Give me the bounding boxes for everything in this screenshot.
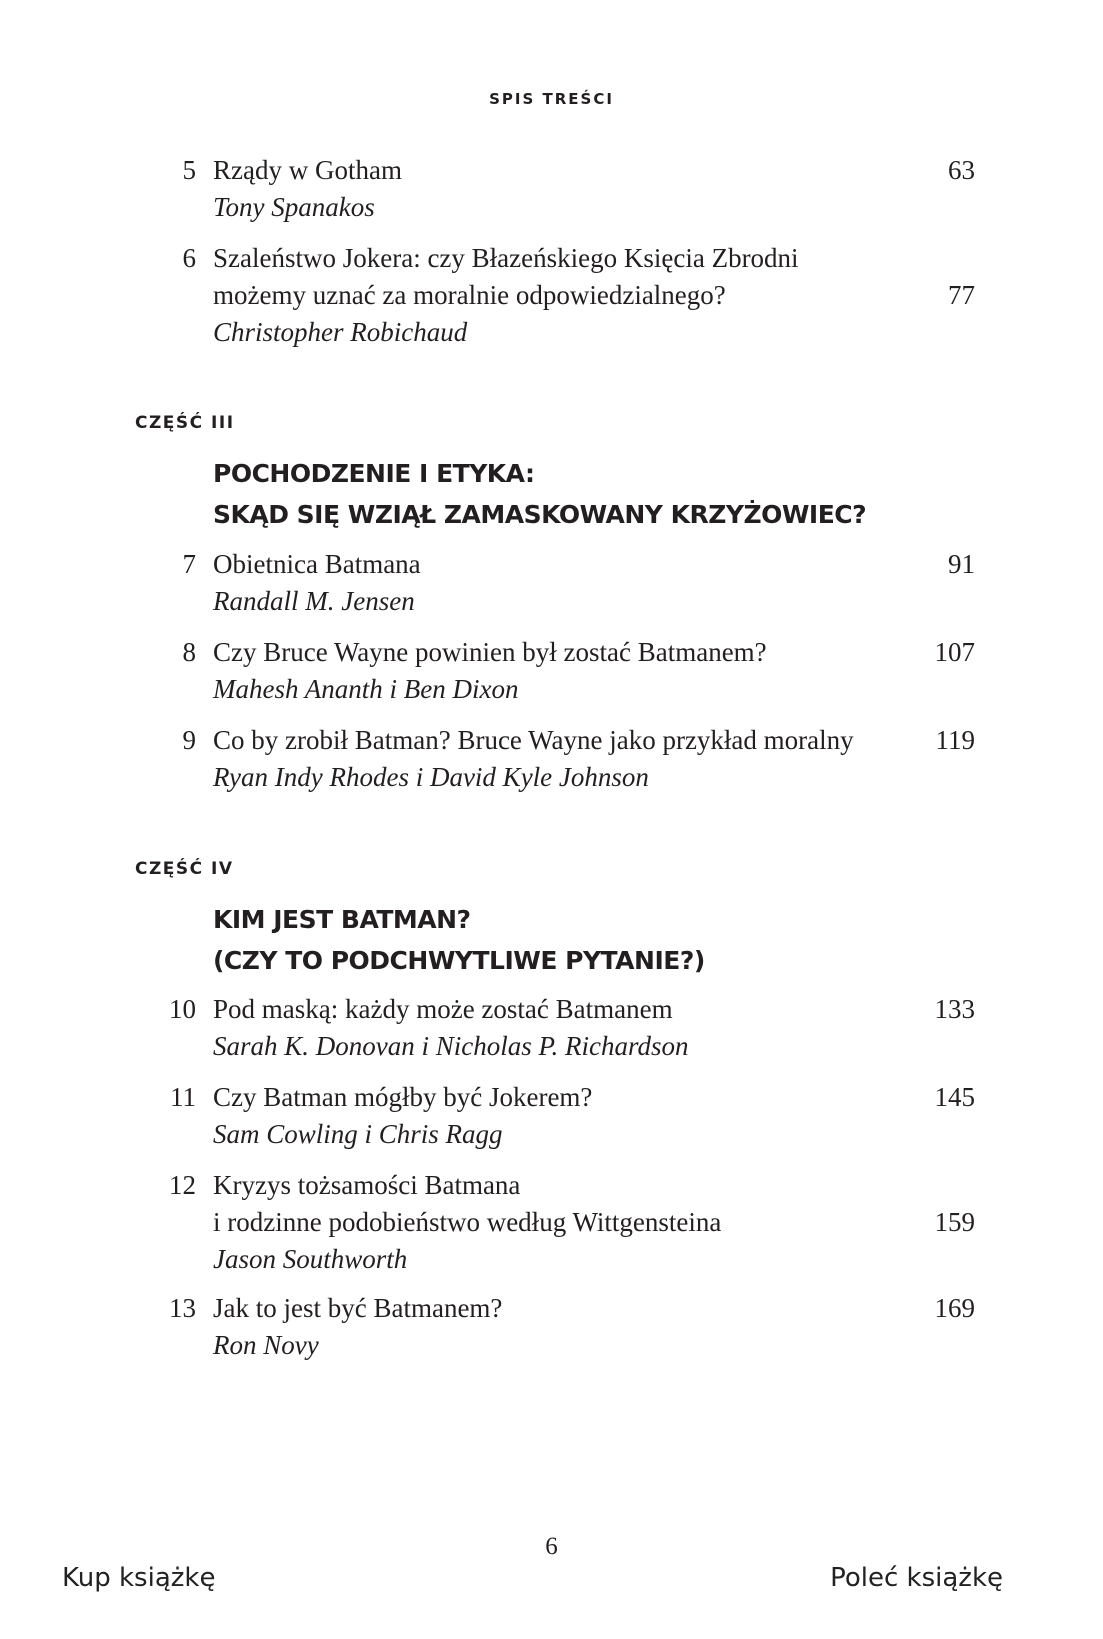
recommend-book-link[interactable]: Poleć książkę xyxy=(830,1563,1003,1593)
chapter-title: Czy Batman mógłby być Jokerem? xyxy=(213,1082,593,1112)
page-number: 145 xyxy=(934,1082,975,1112)
toc-entry xyxy=(150,634,975,708)
chapter-number: 8 xyxy=(182,637,196,667)
chapter-author: Sam Cowling i Chris Ragg xyxy=(213,1119,503,1149)
chapter-author: Mahesh Ananth i Ben Dixon xyxy=(213,674,519,704)
chapter-author: Sarah K. Donovan i Nicholas P. Richardson xyxy=(213,1031,689,1061)
chapter-title: Szaleństwo Jokera: czy Błazeńskiego Księcia Zbrodni xyxy=(213,243,799,273)
page-number: 77 xyxy=(948,280,975,310)
chapter-author: Randall M. Jensen xyxy=(213,586,415,616)
chapter-title: Co by zrobił Batman? Bruce Wayne jako przykład moralny xyxy=(213,725,854,755)
toc-entry xyxy=(150,240,975,351)
page-number: 119 xyxy=(935,725,975,755)
buy-book-link[interactable]: Kup książkę xyxy=(62,1563,216,1593)
chapter-author: Ryan Indy Rhodes i David Kyle Johnson xyxy=(213,762,649,792)
toc-entry xyxy=(150,1079,975,1153)
chapter-title: Kryzys tożsamości Batmana xyxy=(213,1170,521,1200)
chapter-number: 7 xyxy=(182,549,196,579)
part-title-line: (CZY TO PODCHWYTLIWE PYTANIE?) xyxy=(213,946,705,975)
chapter-number: 10 xyxy=(169,994,196,1024)
chapter-number: 6 xyxy=(182,243,196,273)
page-number: 133 xyxy=(934,994,975,1024)
chapter-author: Ron Novy xyxy=(213,1330,319,1360)
chapter-title-continued: i rodzinne podobieństwo według Wittgensteina xyxy=(213,1207,722,1237)
chapter-number: 13 xyxy=(169,1293,196,1323)
chapter-number: 9 xyxy=(182,725,196,755)
chapter-title: Pod maską: każdy może zostać Batmanem xyxy=(213,994,673,1024)
page-number: 91 xyxy=(948,549,975,579)
toc-entry xyxy=(150,1167,975,1278)
toc-entry xyxy=(150,152,975,226)
chapter-title: Rządy w Gotham xyxy=(213,155,402,185)
part-title-line: KIM JEST BATMAN? xyxy=(213,905,471,934)
page-folio: 6 xyxy=(545,1533,558,1560)
chapter-title: Czy Bruce Wayne powinien był zostać Batmanem? xyxy=(213,637,767,667)
chapter-number: 12 xyxy=(169,1170,196,1200)
part-label: CZĘŚĆ III xyxy=(135,413,235,433)
toc-entry xyxy=(150,546,975,620)
chapter-author: Tony Spanakos xyxy=(213,192,375,222)
toc-entry xyxy=(150,991,975,1065)
page-number: 107 xyxy=(934,637,975,667)
chapter-title-continued: możemy uznać za moralnie odpowiedzialnego? xyxy=(213,280,726,310)
chapter-title: Jak to jest być Batmanem? xyxy=(213,1293,503,1323)
chapter-title: Obietnica Batmana xyxy=(213,549,421,579)
part-title-line: POCHODZENIE I ETYKA: xyxy=(213,459,535,488)
page-number: 63 xyxy=(948,155,975,185)
toc-entry xyxy=(150,1290,975,1364)
chapter-number: 5 xyxy=(182,155,196,185)
chapter-author: Christopher Robichaud xyxy=(213,317,468,347)
part-label: CZĘŚĆ IV xyxy=(135,859,234,879)
part-title-line: SKĄD SIĘ WZIĄŁ ZAMASKOWANY KRZYŻOWIEC? xyxy=(213,500,867,529)
running-head: SPIS TREŚCI xyxy=(489,90,614,108)
chapter-number: 11 xyxy=(170,1082,196,1112)
toc-entry xyxy=(150,722,975,796)
page-number: 159 xyxy=(934,1207,975,1237)
page-number: 169 xyxy=(934,1293,975,1323)
chapter-author: Jason Southworth xyxy=(213,1244,408,1274)
part-title xyxy=(213,899,705,981)
part-title xyxy=(213,453,866,535)
